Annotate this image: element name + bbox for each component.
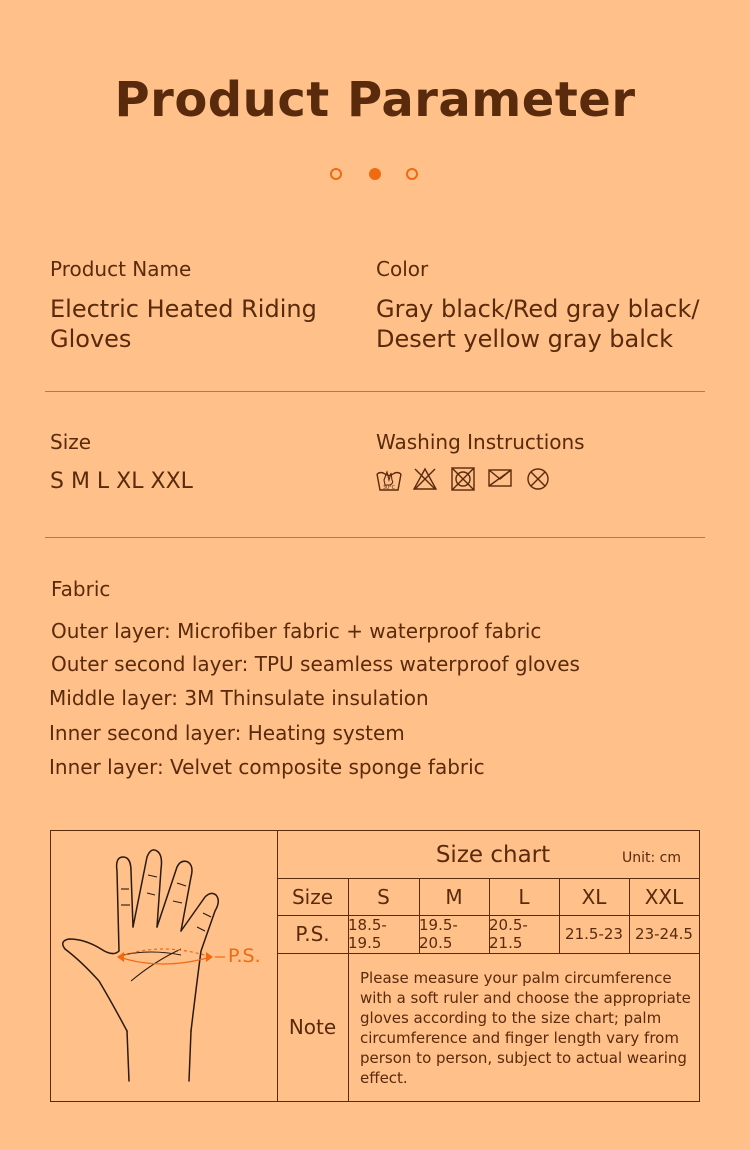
pager-dot-2-active[interactable] [369,168,381,180]
fabric-line: Outer layer: Microfiber fabric + waterproof fabric [51,619,542,643]
pager-dot-1[interactable] [330,168,342,180]
divider-1 [45,391,705,392]
header-xxl: XXL [644,884,684,909]
note-text [360,968,695,1088]
note-line: person to person, subject to actual wearing [360,1049,687,1067]
note-line: effect. [360,1069,408,1087]
page-title: Product Parameter [114,72,636,128]
note-line: with a soft ruler and choose the appropriate [360,989,691,1007]
divider-2 [45,537,705,538]
no-dry-clean-icon [525,466,551,492]
svg-text:30°C: 30°C [382,485,396,491]
header-s: S [377,884,390,909]
hand-wash-icon [374,466,404,494]
size-label: Size [50,430,92,454]
hand-ps-label: P.S. [228,945,261,967]
fabric-label: Fabric [51,577,111,601]
note-line: gloves according to the size chart; palm [360,1009,662,1027]
ps-value-l: 20.5-21.5 [489,916,528,952]
pager-dot-3[interactable] [406,168,418,180]
washing-label: Washing Instructions [376,430,585,454]
header-l: L [518,884,530,909]
ps-value-xl: 21.5-23 [565,925,623,943]
fabric-line: Inner second layer: Heating system [49,721,405,745]
header-m: M [445,884,463,909]
color-value-line1: Gray black/Red gray black/ [376,295,700,323]
ps-value-xxl: 23-24.5 [635,925,693,943]
product-name-label: Product Name [50,257,192,281]
size-chart-title: Size chart [435,841,551,868]
ps-value-m: 19.5-20.5 [419,916,458,952]
note-label: Note [288,1015,337,1039]
ps-row-label: P.S. [295,922,330,946]
header-size: Size [291,884,334,909]
color-label: Color [376,257,429,281]
color-value-line2: Desert yellow gray balck [376,325,674,353]
header-xl: XL [581,884,607,909]
ps-value-s: 18.5-19.5 [348,916,387,952]
product-name-value-line2: Gloves [50,325,132,353]
fabric-line: Inner layer: Velvet composite sponge fabric [49,755,485,779]
fabric-line: Middle layer: 3M Thinsulate insulation [49,686,429,710]
fabric-line: Outer second layer: TPU seamless waterproof gloves [51,652,580,676]
size-value: S M L XL XXL [50,469,193,494]
no-bleach-icon [412,466,438,492]
product-name-value-line1: Electric Heated Riding [50,295,317,323]
no-tumble-dry-icon [450,466,476,492]
size-chart-table [50,830,700,1102]
size-chart-unit: Unit: cm [622,850,682,866]
note-line: circumference and finger length vary from [360,1029,679,1047]
note-line: Please measure your palm circumference [360,969,672,987]
no-ironing-icon [487,466,513,490]
